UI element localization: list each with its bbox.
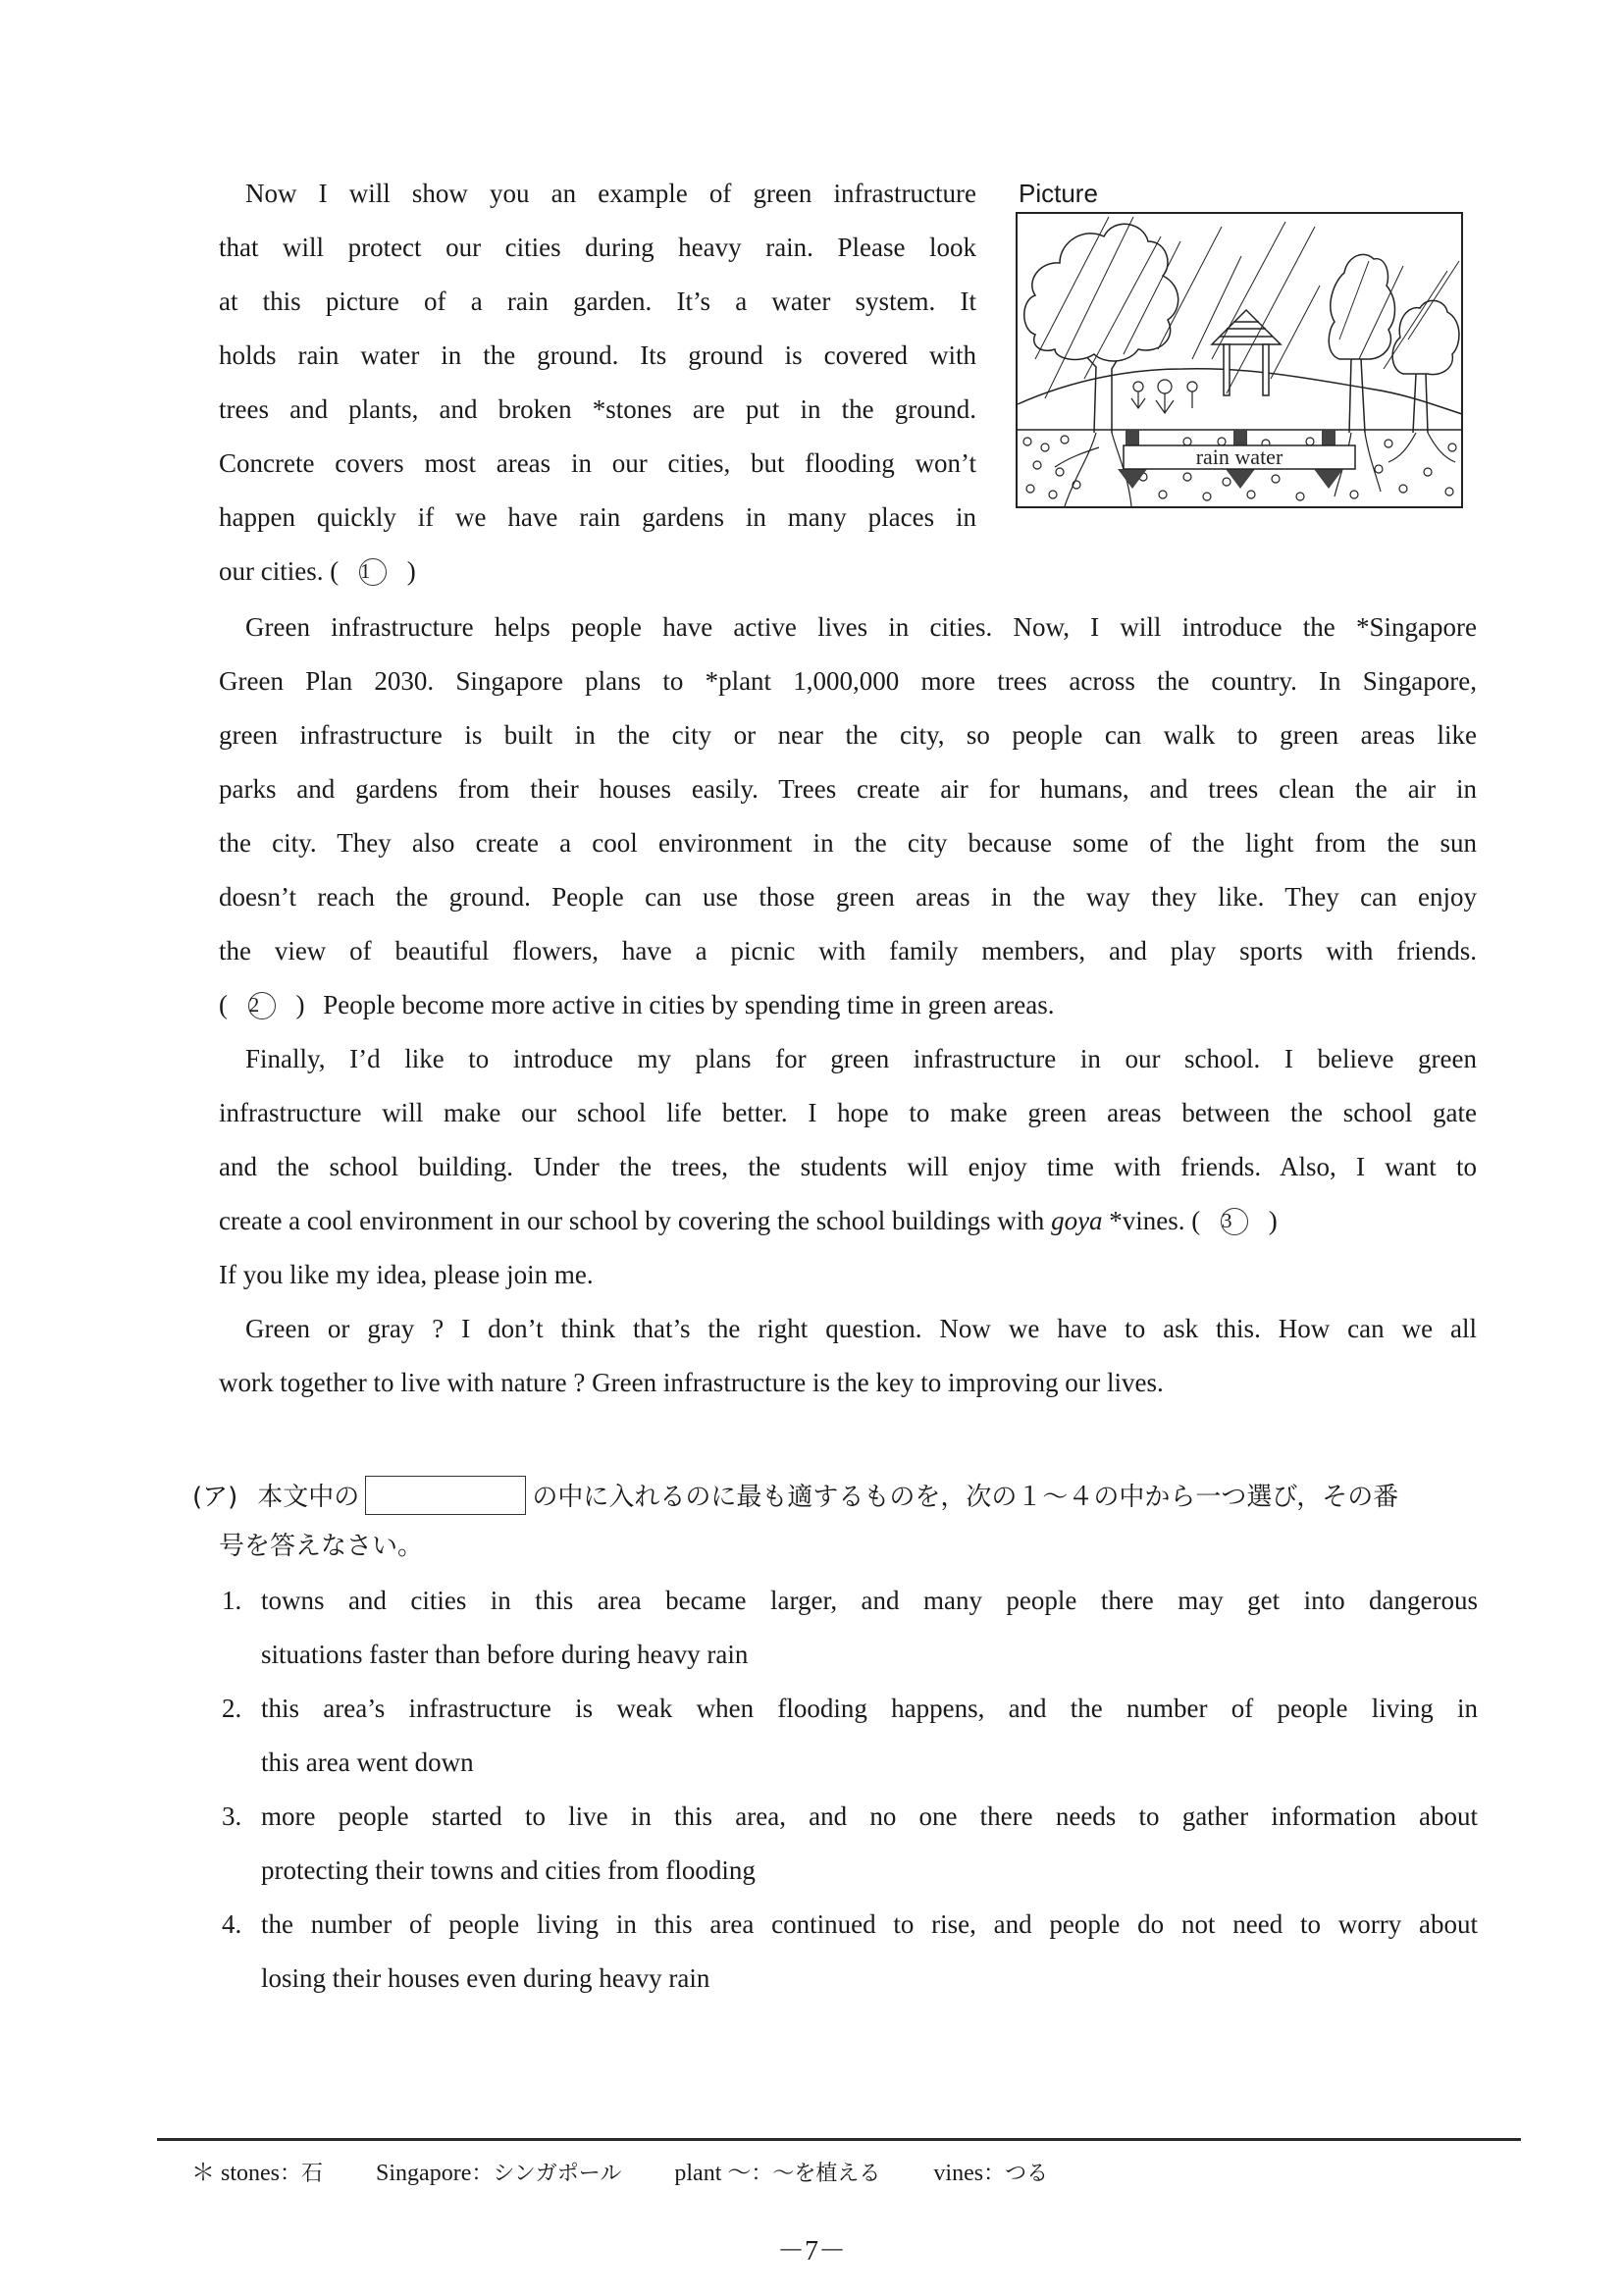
- footnote-term: plant ～: [674, 2161, 752, 2186]
- choice-text: the number of people living in this area continued to rise, and people do not need to worry about: [261, 1909, 1478, 1939]
- paragraph-3-line: and the school building. Under the trees, the students will enjoy time with friends. Also, I want to: [219, 1152, 1477, 1181]
- paragraph-1-line: holds rain water in the ground. Its ground is covered with: [219, 340, 976, 370]
- rain-garden-illustration: [1016, 212, 1463, 508]
- paragraph-2-line: Green infrastructure helps people have active lives in cities. Now, I will introduce the *Singapore: [245, 612, 1477, 642]
- paragraph-2-line: green infrastructure is built in the city or near the city, so people can walk to green areas like: [219, 720, 1477, 750]
- blank-close-paren: ): [406, 556, 416, 586]
- footnote-separator: ：: [983, 2162, 1006, 2186]
- blank-marker-1: 1: [359, 558, 387, 586]
- paragraph-3-text: create a cool environment in our school by covering the school buildings with: [219, 1206, 1052, 1235]
- goya-word: goya: [1051, 1206, 1103, 1235]
- paragraph-3-line: infrastructure will make our school life better. I hope to make green areas between the school gate: [219, 1098, 1477, 1127]
- paragraph-1-line: happen quickly if we have rain gardens in many places in: [219, 502, 976, 532]
- paragraph-3-line-4: [219, 1204, 1477, 1237]
- choice-4-line-2: losing their houses even during heavy rain: [261, 1963, 710, 1993]
- question-prompt-line-2: 号を答えなさい。: [219, 1532, 424, 1561]
- choice-number: 1.: [222, 1586, 242, 1615]
- choice-1[interactable]: [222, 1584, 1478, 1617]
- choice-3[interactable]: [222, 1800, 1478, 1833]
- blank-marker-2: 2: [248, 992, 276, 1019]
- paragraph-1-line: trees and plants, and broken *stones are put in the ground.: [219, 394, 976, 424]
- paragraph-2-line: doesn’t reach the ground. People can use those green areas in the way they like. They can enjoy: [219, 882, 1477, 912]
- footnote-separator: ：: [280, 2162, 302, 2186]
- paragraph-4-line: work together to live with nature ? Green infrastructure is the key to improving our lives.: [219, 1368, 1164, 1397]
- blank-marker-3: 3: [1221, 1208, 1248, 1235]
- choice-number: 3.: [222, 1801, 242, 1831]
- choice-4[interactable]: [222, 1907, 1478, 1941]
- footer-divider: [157, 2138, 1521, 2141]
- question-prompt: [192, 1476, 1398, 1515]
- paragraph-3-line: Finally, I’d like to introduce my plans for green infrastructure in our school. I believe green: [245, 1044, 1477, 1073]
- page-number: －7－: [776, 2236, 846, 2267]
- footnote-item: [221, 2159, 323, 2189]
- paragraph-2-last-text: People become more active in cities by spending time in green areas.: [323, 990, 1055, 1019]
- paragraph-2-last-line: [219, 988, 1477, 1021]
- footnote-term: Singapore: [376, 2161, 472, 2186]
- question-label: (ア): [192, 1483, 238, 1512]
- blank-box: [365, 1476, 526, 1515]
- choice-text: more people started to live in this area, and no one there needs to gather information about: [261, 1801, 1478, 1831]
- footnote-meaning: つる: [1005, 2162, 1049, 2186]
- paragraph-1-last-text: our cities. (: [219, 556, 340, 586]
- paragraph-1-line: Concrete covers most areas in our cities, but flooding won’t: [219, 448, 976, 478]
- footnote-term: stones: [221, 2161, 280, 2186]
- footnote-item: [933, 2159, 1048, 2189]
- choice-1-line-2: situations faster than before during heavy rain: [261, 1640, 749, 1669]
- paragraph-1-line: Now I will show you an example of green infrastructure: [245, 179, 976, 208]
- question-text: 本文中の: [257, 1483, 360, 1512]
- footnote-meaning: シンガポール: [493, 2162, 622, 2186]
- paragraph-2-line: Green Plan 2030. Singapore plans to *plant 1,000,000 more trees across the country. In Singapore,: [219, 666, 1477, 696]
- paragraph-1-line: at this picture of a rain garden. It’s a water system. It: [219, 287, 976, 316]
- paragraph-4-line: Green or gray ? I don’t think that’s the right question. Now we have to ask this. How can we all: [245, 1314, 1477, 1343]
- choice-number: 4.: [222, 1909, 242, 1939]
- question-text: の中に入れるのに最も適するものを，次の１～４の中から一つ選び，その番: [532, 1483, 1399, 1512]
- paragraph-2-line: parks and gardens from their houses easily. Trees create air for humans, and trees clean the air in: [219, 774, 1477, 804]
- footnote-term: vines: [933, 2161, 984, 2186]
- footnote-item: [674, 2159, 880, 2189]
- paragraph-2-line: the city. They also create a cool environment in the city because some of the light from the sun: [219, 828, 1477, 858]
- choice-2[interactable]: [222, 1692, 1478, 1725]
- blank-open-paren: (: [219, 990, 228, 1019]
- paragraph-1-line: that will protect our cities during heavy rain. Please look: [219, 233, 976, 262]
- choice-text: this area’s infrastructure is weak when flooding happens, and the number of people living in: [261, 1694, 1478, 1723]
- choice-3-line-2: protecting their towns and cities from flooding: [261, 1855, 756, 1885]
- footnotes: [191, 2159, 1095, 2189]
- paragraph-2-line: the view of beautiful flowers, have a picnic with family members, and play sports with friends.: [219, 936, 1477, 965]
- footnote-item: [376, 2159, 621, 2189]
- footnote-separator: ：: [751, 2162, 773, 2186]
- picture-label: Picture: [1019, 179, 1098, 208]
- paragraph-3-last-line: If you like my idea, please join me.: [219, 1260, 594, 1289]
- footnote-separator: ：: [471, 2162, 494, 2186]
- rain-garden-picture: [1016, 212, 1463, 508]
- paragraph-3-text: *vines. (: [1102, 1206, 1201, 1235]
- choice-text: towns and cities in this area became larger, and many people there may get into dangerous: [261, 1586, 1478, 1615]
- footnote-marker: ＊: [191, 2161, 215, 2186]
- rain-water-label: rain water: [1195, 444, 1283, 469]
- paragraph-1-last-line: [219, 554, 976, 588]
- choice-2-line-2: this area went down: [261, 1748, 474, 1777]
- blank-close-paren: ): [1268, 1206, 1278, 1235]
- footnote-meaning: 石: [301, 2162, 324, 2186]
- choice-number: 2.: [222, 1694, 242, 1723]
- footnote-meaning: ～を植える: [772, 2162, 881, 2186]
- blank-close-paren: ): [295, 990, 305, 1019]
